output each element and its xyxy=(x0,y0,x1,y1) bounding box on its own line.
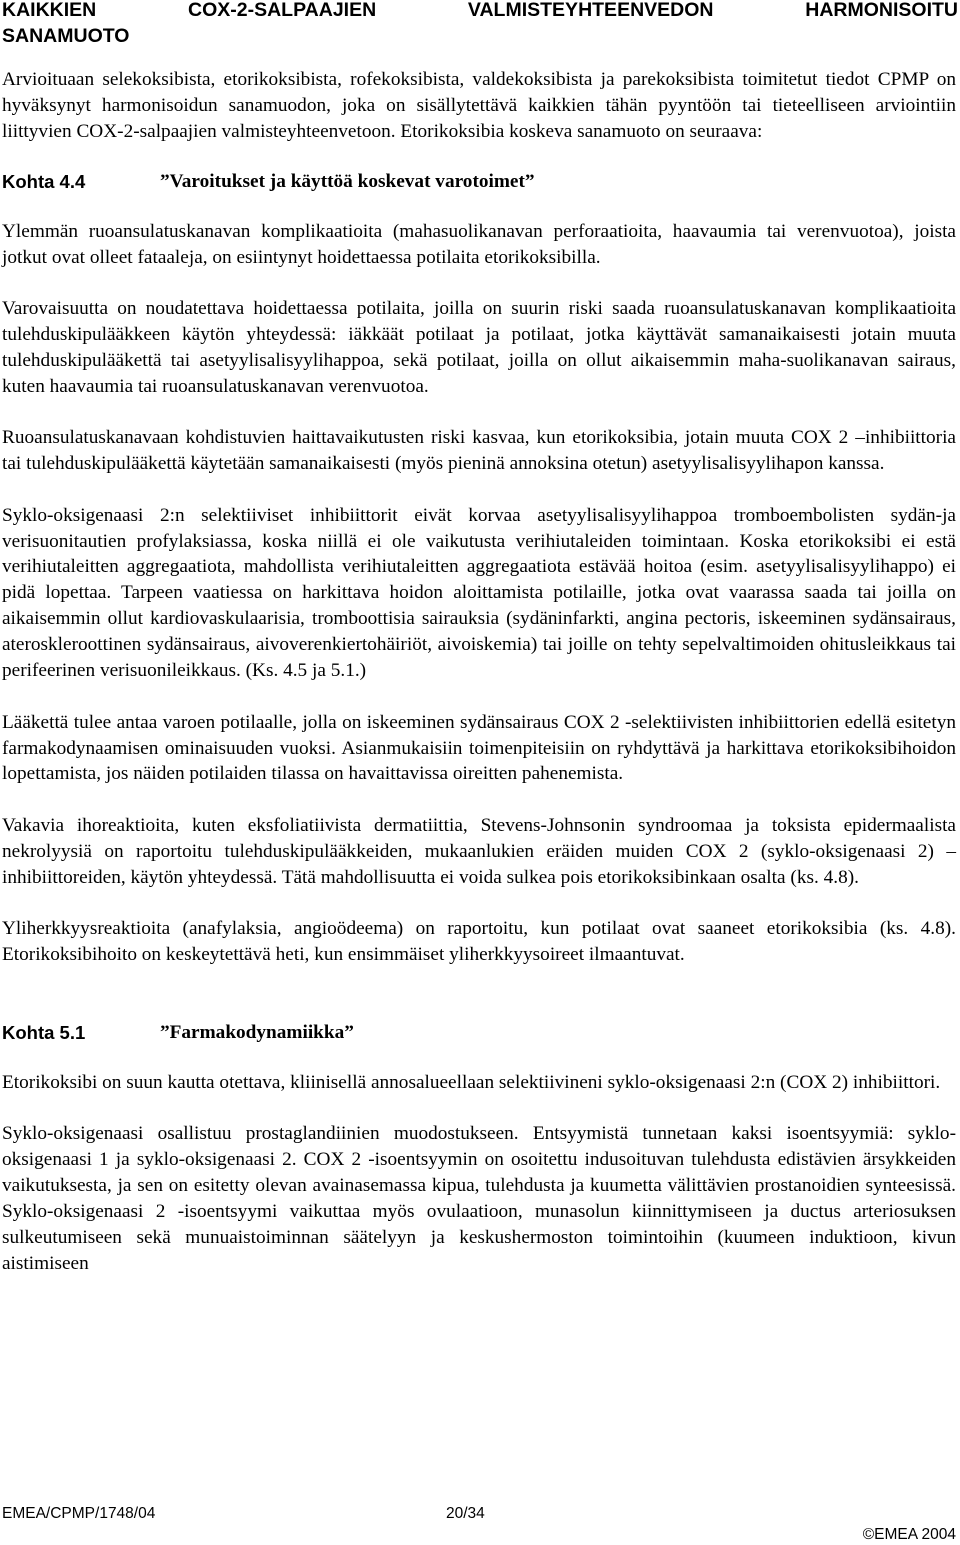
paragraph: Etorikoksibi on suun kautta otettava, kliinisellä annosalueellaan selektiivineni syklo-oksigenaasi 2:n (COX 2) inhibiittori. xyxy=(2,1071,941,1093)
section-title: ”Varoitukset ja käyttöä koskevat varotoimet” xyxy=(160,170,535,192)
paragraph: Ruoansulatuskanavaan kohdistuvien haittavaikutusten riski kasvaa, kun etorikoksibia, jotain muuta COX 2 –inhibiittoria tai tulehduskipulääkettä käytetään samanaikaisesti (myös pieninä annoksina otetun) asetyylisalisyylihapon kanssa. xyxy=(2,427,956,475)
section-title: ”Farmakodynamiikka” xyxy=(160,1022,354,1044)
title-line-1: KAIKKIEN COX-2-SALPAAJIEN VALMISTEYHTEENVEDON HARMONISOITU xyxy=(2,0,958,21)
section-heading-4-4 xyxy=(2,169,956,195)
document-title xyxy=(2,0,958,49)
document-reference: EMEA/CPMP/1748/04 xyxy=(2,1505,156,1522)
paragraph: Syklo-oksigenaasi 2:n selektiiviset inhibiittorit eivät korvaa asetyylisalisyylihappoa tromboembolisten sydän-ja verisuonitautien profylaksiassa, koska niillä ei ole vaikutusta verihiutaleiden toimintaan. Koska etorikoksibi ei estä verihiutaleitten aggregaatiota, mahdollista verihiutaleitten aggregaatiota estävää hoitoa (esim. asetyylisalisyylihappo) ei pidä lopettaa. Tarpeen vaatiessa on harkittava hoidon aloittamista potilaille, jotka ovat vaarassa saada tai joilla on aikaisemmin ollut kardiovaskulaarisia, tromboottisia sairauksia (sydäninfarkti, angina pectoris, iskeeminen sydänsairaus, ateroskleroottinen sydänsairaus, aivoverenkiertohäiriöt, aivoiskemia) tai joille on tehty sepelvaltimoiden ohitusleikkaus tai perifeerinen verisuonileikkaus. (Ks. 4.5 ja 5.1.) xyxy=(2,504,956,682)
section-number: Kohta 5.1 xyxy=(2,1022,86,1044)
paragraph: Lääkettä tulee antaa varoen potilaalle, jolla on iskeeminen sydänsairaus COX 2 -selektiivisten inhibiittorien edellä esitetyn farmakodynaamisen ominaisuuden vuoksi. Asianmukaisiin toimenpiteisiin on ryhdyttävä ja harkittava etorikoksibihoidon lopettamista, jos näiden potilaiden tilassa on havaittavissa oireitten pahenemista. xyxy=(2,711,956,785)
document-body xyxy=(2,67,956,1302)
paragraph: Ylemmän ruoansulatuskanavan komplikaatioita (mahasuolikanavan perforaatioita, haavaumia tai verenvuotoa), joista jotkut ovat olleet fataaleja, on esiintynyt hoidettaessa potilaita etorikoksibilla. xyxy=(2,220,956,268)
paragraph: Yliherkkyysreaktioita (anafylaksia, angioödeema) on raportoitu, kun potilaat ovat saaneet etorikoksibia (ks. 4.8). Etorikoksibihoito on keskeytettävä heti, kun ensimmäiset yliherkkyysoireet ilmaantuvat. xyxy=(2,918,956,966)
page-number: 20/34 xyxy=(446,1505,485,1522)
copyright-notice: ©EMEA 2004 xyxy=(862,1526,956,1543)
paragraph: Varovaisuutta on noudatettava hoidettaessa potilaita, joilla on suurin riski saada ruoansulatuskanavan komplikaatioita tulehduskipulääkkeen käytön yhteydessä: iäkkäät potilaat ja potilaat, jotka käyttävät samanaikaisesti jotain muuta tulehduskipulääkettä tai asetyylisalisyylihappoa, sekä potilaat, joilla on ollut aikaisemmin maha-suolikanavan sairaus, kuten haavaumia tai ruoansulatuskanavan verenvuotoa. xyxy=(2,298,956,397)
title-line-2: SANAMUOTO xyxy=(2,25,130,47)
section-number: Kohta 4.4 xyxy=(2,170,86,192)
paragraph: Syklo-oksigenaasi osallistuu prostaglandiinien muodostukseen. Entsyymistä tunnetaan kaksi isoentsyymiä: syklo-oksigenaasi 1 ja syklo-oksigenaasi 2. COX 2 -isoentsyymin on osoitettu indusoituvan tulehdusta edistävien ärsykkeiden vaikutuksesta, ja sen on esitetty olevan avainasemassa kipua, tulehdusta ja kuumetta välittävien prostanoidien synteesissä. Syklo-oksigenaasi 2 -isoentsyymi vaikuttaa myös ovulaatioon, munasolun kiinnittymiseen ja ductus arteriosuksen sulkeutumiseen sekä munuaistoiminnan säätelyyn ja keskushermoston toimintoihin (kuumeen induktioon, kivun aistimiseen xyxy=(2,1123,956,1274)
paragraph: Vakavia ihoreaktioita, kuten eksfoliatiivista dermatiittia, Stevens-Johnsonin syndroomaa ja toksista epidermaalista nekrolyysiä on raportoitu tulehduskipulääkkeiden, mukaanlukien eräiden muiden COX 2 (syklo-oksigenaasi 2) –inhibiittoreiden, käytön yhteydessä. Tätä mahdollisuutta ei voida sulkea pois etorikoksibinkaan osalta (ks. 4.8). xyxy=(2,814,956,888)
intro-paragraph: Arvioituaan selekoksibista, etorikoksibista, rofekoksibista, valdekoksibista ja parekoksibista toimitetut tiedot CPMP on hyväksynyt harmonisoidun sanamuodon, joka on sisällytettävä kaikkien tähän pyyntöön tai tieteelliseen arviointiin liittyvien COX-2-salpaajien valmisteyhteenvetoon. Etorikoksibia koskeva sanamuoto on seuraava: xyxy=(2,69,956,142)
section-heading-5-1 xyxy=(2,1020,956,1046)
page-footer xyxy=(2,1505,956,1545)
